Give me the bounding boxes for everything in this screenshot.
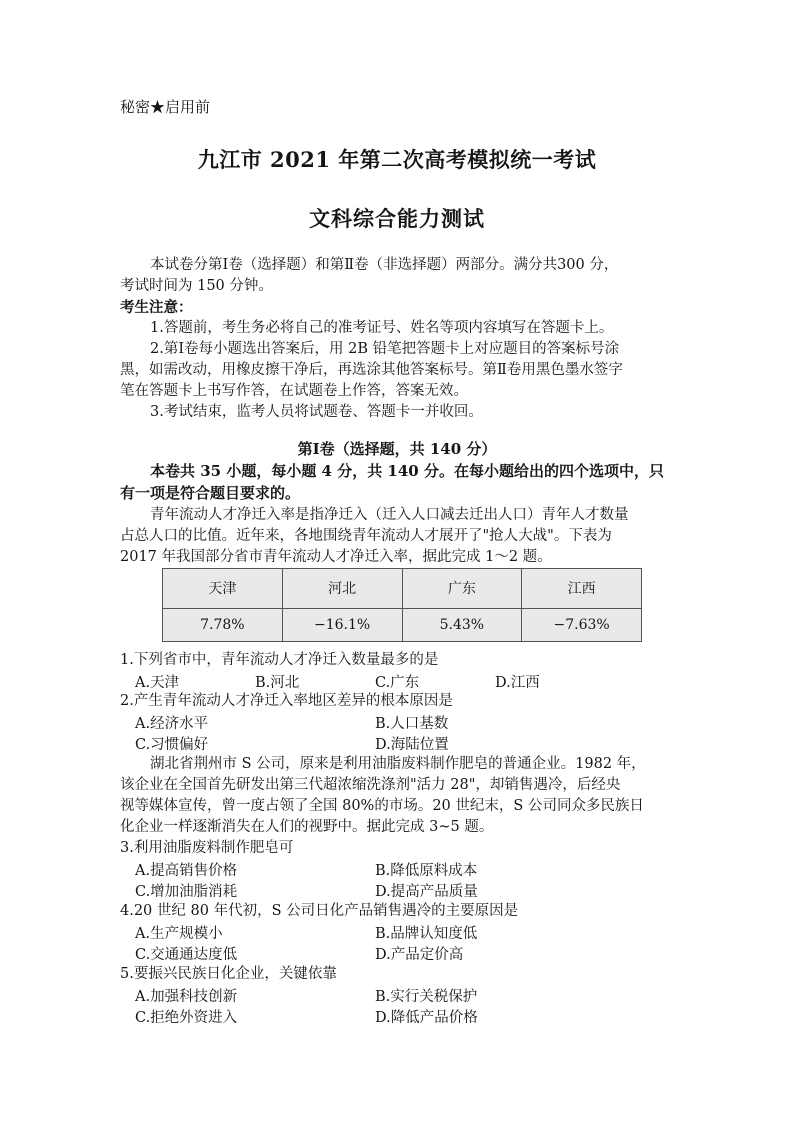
exam-title: 九江市 2021 年第二次高考模拟统一考试: [197, 147, 597, 172]
option-a[interactable]: A.经济水平: [135, 716, 209, 732]
migration-rate-table: [162, 568, 642, 642]
table-header-cell: 河北: [282, 569, 402, 609]
notice-item: 1.答题前，考生务必将自己的准考证号、姓名等项内容填写在答题卡上。: [150, 320, 614, 336]
notice-item: 3.考试结束，监考人员将试题卷、答题卡一并收回。: [150, 404, 483, 420]
option-d[interactable]: D.海陆位置: [375, 737, 449, 753]
question-stem: 2.产生青年流动人才净迁入率地区差异的根本原因是: [120, 693, 453, 709]
question-stem: 4.20 世纪 80 年代初，S 公司日化产品销售遇冷的主要原因是: [120, 903, 519, 919]
option-b[interactable]: B.人口基数: [375, 716, 449, 732]
table-header-row: [163, 569, 642, 609]
section-description: 本卷共 35 小题，每小题 4 分，共 140 分。在每小题给出的四个选项中，只: [150, 462, 664, 480]
table-row: [163, 608, 642, 641]
passage-line: 视等媒体宣传，曾一度占领了全国 80%的市场。20 世纪末，S 公司同众多民族日: [120, 798, 644, 814]
option-c[interactable]: C.交通通达度低: [135, 947, 238, 963]
option-a[interactable]: A.提高销售价格: [135, 863, 238, 879]
table-cell: −16.1%: [282, 608, 402, 641]
section-title: 第Ⅰ卷（选择题，共 140 分）: [297, 440, 497, 458]
notice-title: 考生注意：: [120, 299, 193, 316]
table-header-cell: 天津: [163, 569, 283, 609]
confidential-label: 秘密★启用前: [120, 98, 211, 116]
notice-item: 黑，如需改动，用橡皮擦干净后，再选涂其他答案标号。第Ⅱ卷用黑色墨水签字: [120, 362, 623, 378]
option-c[interactable]: C.广东: [375, 675, 420, 691]
option-b[interactable]: B.降低原料成本: [375, 863, 478, 879]
option-b[interactable]: B.实行关税保护: [375, 989, 478, 1005]
option-d[interactable]: D.江西: [495, 675, 540, 691]
table-cell: −7.63%: [522, 608, 642, 641]
option-c[interactable]: C.增加油脂消耗: [135, 884, 238, 900]
intro-line: 本试卷分第Ⅰ卷（选择题）和第Ⅱ卷（非选择题）两部分。满分共300 分，: [150, 257, 619, 273]
table-header-cell: 江西: [522, 569, 642, 609]
option-c[interactable]: C.拒绝外资进入: [135, 1010, 238, 1026]
option-d[interactable]: D.降低产品价格: [375, 1010, 478, 1026]
table-cell: 5.43%: [402, 608, 522, 641]
intro-line: 考试时间为 150 分钟。: [120, 278, 273, 294]
notice-item: 笔在答题卡上书写作答，在试题卷上作答，答案无效。: [120, 383, 468, 399]
passage-line: 占总人口的比值。近年来，各地围绕青年流动人才展开了"抢人大战"。下表为: [120, 528, 612, 544]
option-a[interactable]: A.天津: [135, 675, 180, 691]
option-c[interactable]: C.习惯偏好: [135, 737, 209, 753]
option-b[interactable]: B.河北: [255, 675, 300, 691]
table-cell: 7.78%: [163, 608, 283, 641]
section-description: 有一项是符合题目要求的。: [120, 484, 301, 502]
table-header-cell: 广东: [402, 569, 522, 609]
passage-line: 青年流动人才净迁入率是指净迁入（迁入人口减去迁出人口）青年人才数量: [150, 507, 629, 523]
question-stem: 3.利用油脂废料制作肥皂可: [120, 840, 294, 856]
question-stem: 5.要振兴民族日化企业，关键依靠: [120, 966, 337, 982]
option-d[interactable]: D.产品定价高: [375, 947, 464, 963]
exam-subtitle: 文科综合能力测试: [309, 206, 485, 231]
option-b[interactable]: B.品牌认知度低: [375, 926, 478, 942]
passage-line: 2017 年我国部分省市青年流动人才净迁入率，据此完成 1～2 题。: [120, 549, 552, 565]
option-d[interactable]: D.提高产品质量: [375, 884, 478, 900]
passage-line: 该企业在全国首先研发出第三代超浓缩洗涤剂"活力 28"，却销售遇冷，后经央: [120, 777, 621, 793]
option-a[interactable]: A.加强科技创新: [135, 989, 238, 1005]
question-stem: 1.下列省市中，青年流动人才净迁入数量最多的是: [120, 652, 439, 668]
notice-item: 2.第Ⅰ卷每小题选出答案后，用 2B 铅笔把答题卡上对应题目的答案标号涂: [150, 341, 620, 357]
passage-line: 化企业一样逐渐消失在人们的视野中。据此完成 3~5 题。: [120, 819, 494, 835]
option-a[interactable]: A.生产规模小: [135, 926, 223, 942]
passage-line: 湖北省荆州市 S 公司，原来是利用油脂废料制作肥皂的普通企业。1982 年，: [150, 756, 646, 772]
